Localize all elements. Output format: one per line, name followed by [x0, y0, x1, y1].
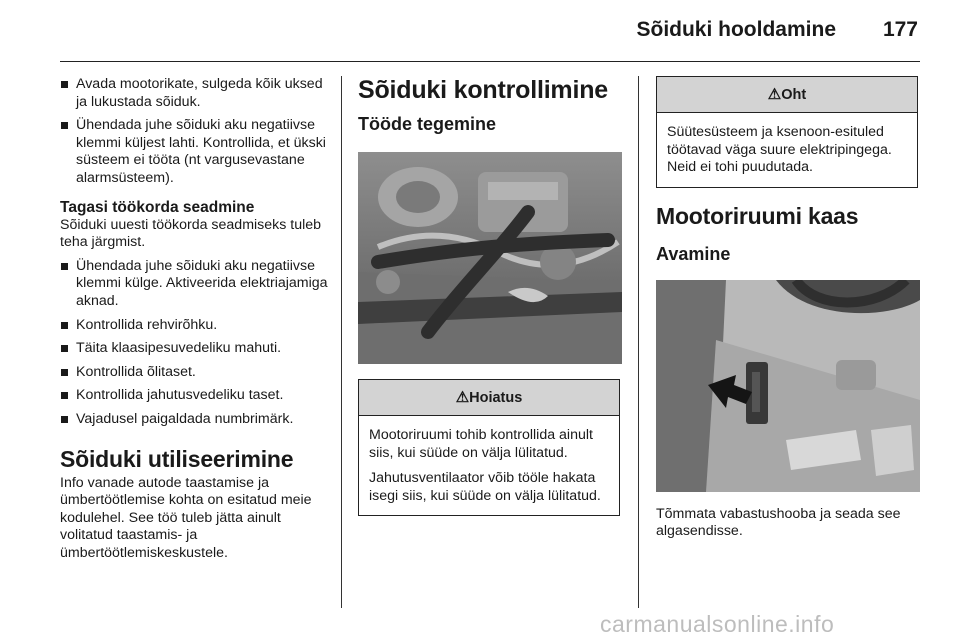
danger-header [657, 77, 917, 113]
recommission-heading: Tagasi töökorda seadmine [60, 198, 255, 216]
danger-label: Oht [781, 87, 807, 103]
bullet-list-recommission [60, 258, 336, 429]
danger-body [657, 113, 917, 187]
header-title: Sõiduki hooldamine [636, 18, 836, 41]
vehicle-checks-title: Sõiduki kontrollimine [358, 76, 608, 104]
bullet-list-storage [60, 76, 336, 188]
engine-bay-illustration [358, 152, 622, 364]
warning-header [359, 380, 619, 416]
page-header [60, 0, 920, 62]
hood-title: Mootoriruumi kaas [656, 202, 859, 229]
warning-icon: ⚠ [455, 389, 470, 406]
disposal-text: Info vanade autode taastamise ja ümbertöötlemise kohta on esitatud meie kodulehel. See töö tuleb jätta ainult volitatud taastamis- ja ümbertöötlemiskeskustele. [60, 474, 312, 561]
page-number: 177 [882, 18, 918, 41]
warning-body [359, 416, 619, 515]
column-1 [60, 76, 336, 562]
bullet-square-icon [61, 369, 68, 376]
performing-work-subtitle: Tööde tegemine [358, 114, 497, 134]
list-item: Kontrollida jahutusvedeliku taset. [60, 387, 336, 405]
bullet-square-icon [61, 81, 68, 88]
hood-release-illustration [656, 280, 920, 492]
hood-release-photo [656, 280, 920, 492]
list-item: Kontrollida õlitaset. [60, 364, 336, 382]
column-2 [358, 76, 622, 516]
list-item: Vajadusel paigaldada numbrimärk. [60, 411, 336, 429]
danger-text: Süütesüsteem ja ksenoon-esituled töötavad väga suure elektripingega. Neid ei tohi puudutada. [667, 124, 892, 176]
list-item: Kontrollida rehvirõhku. [60, 317, 336, 335]
list-item: Ühendada juhe sõiduki aku negatiivse klemmi külge. Aktiveerida elektriajamiga aknad. [60, 258, 336, 311]
hood-release-caption: Tõmmata vabastushooba ja seada see algasendisse. [656, 505, 901, 540]
bullet-square-icon [61, 416, 68, 423]
list-item: Täita klaasipesuvedeliku mahuti. [60, 340, 336, 358]
bullet-square-icon [61, 263, 68, 270]
warning-box [358, 379, 620, 516]
column-divider-2 [638, 76, 639, 608]
engine-bay-photo [358, 152, 622, 364]
bullet-square-icon [61, 345, 68, 352]
bullet-square-icon [61, 392, 68, 399]
opening-subtitle: Avamine [656, 243, 731, 264]
danger-box [656, 76, 918, 188]
watermark: carmanualsonline.info [600, 611, 835, 637]
list-item: Avada mootorikate, sulgeda kõik uksed ja lukustada sõiduk. [60, 76, 336, 111]
column-divider-1 [341, 76, 342, 608]
warning-icon: ⚠ [767, 86, 782, 103]
warning-text: Mootoriruumi tohib kontrollida ainult siis, kui süüde on välja lülitatud. [369, 427, 593, 461]
disposal-title: Sõiduki utiliseerimine [60, 445, 294, 472]
bullet-square-icon [61, 322, 68, 329]
warning-label: Hoiatus [469, 390, 523, 406]
warning-text: Jahutusventilaator võib tööle hakata isegi siis, kui süüde on välja lülitatud. [369, 470, 601, 504]
list-item: Ühendada juhe sõiduki aku negatiivse klemmi küljest lahti. Kontrollida, et ükski süsteem ei tööta (nt vargusevastane alarmsüsteem). [60, 117, 336, 187]
bullet-square-icon [61, 122, 68, 129]
recommission-intro: Sõiduki uuesti töökorda seadmiseks tuleb teha järgmist. [60, 216, 322, 251]
column-3 [656, 76, 920, 541]
